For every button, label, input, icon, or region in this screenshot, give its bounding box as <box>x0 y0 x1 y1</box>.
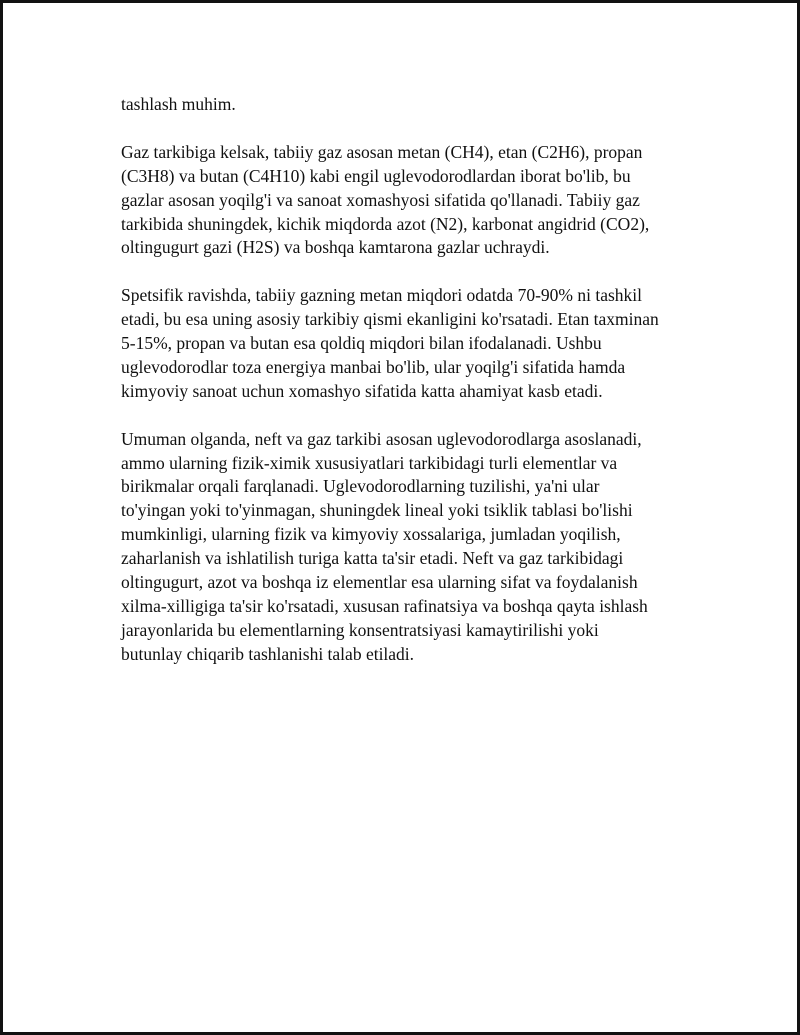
text-line: jarayonlarida bu elementlarning konsentratsiyasi kamaytirilishi yoki <box>121 619 599 640</box>
text-line: etadi, bu esa uning asosiy tarkibiy qismi ekanligini ko'rsatadi. Etan taxminan <box>121 309 659 330</box>
text-line: tashlash muhim. <box>121 94 236 114</box>
text-line: kimyoviy sanoat uchun xomashyo sifatida katta ahamiyat kasb etadi. <box>121 380 603 401</box>
text-line: xilma-xilligiga ta'sir ko'rsatadi, xususan rafinatsiya va boshqa qayta ishlash <box>121 595 648 616</box>
text-line: Spetsifik ravishda, tabiiy gazning metan miqdori odatda 70-90% ni tashkil <box>121 285 643 306</box>
paragraph-continuation <box>121 93 721 117</box>
text-line: birikmalar orqali farqlanadi. Uglevodorodlarning tuzilishi, ya'ni ular <box>121 476 600 497</box>
text-line: Umuman olganda, neft va gaz tarkibi asosan uglevodorodlarga asoslanadi, <box>121 428 642 449</box>
text-line: oltingugurt gazi (H2S) va boshqa kamtarona gazlar uchraydi. <box>121 237 550 258</box>
text-line: ammo ularning fizik-ximik xususiyatlari tarkibidagi turli elementlar va <box>121 452 618 473</box>
paragraph-gas-composition <box>121 141 721 261</box>
paragraph-methane-content <box>121 284 721 404</box>
text-line: tarkibida shuningdek, kichik miqdorda azot (N2), karbonat angidrid (CO2), <box>121 213 650 234</box>
text-line: butunlay chiqarib tashlanishi talab etiladi. <box>121 643 415 664</box>
text-line: gazlar asosan yoqilg'i va sanoat xomashyosi sifatida qo'llanadi. Tabiiy gaz <box>121 189 640 210</box>
text-line: oltingugurt, azot va boshqa iz elementlar esa ularning sifat va foydalanish <box>121 572 638 593</box>
text-line: uglevodorodlar toza energiya manbai bo'lib, ular yoqilg'i sifatida hamda <box>121 356 626 377</box>
paragraph-summary <box>121 428 721 667</box>
text-line: 5-15%, propan va butan esa qoldiq miqdori bilan ifodalanadi. Ushbu <box>121 333 602 354</box>
text-line: Gaz tarkibiga kelsak, tabiiy gaz asosan metan (CH4), etan (C2H6), propan <box>121 141 643 162</box>
document-body <box>121 93 721 691</box>
text-line: mumkinligi, ularning fizik va kimyoviy xossalariga, jumladan yoqilish, <box>121 524 621 545</box>
text-line: to'yingan yoki to'yinmagan, shuningdek lineal yoki tsiklik tablasi bo'lishi <box>121 500 633 521</box>
text-line: (C3H8) va butan (C4H10) kabi engil uglevodorodlardan iborat bo'lib, bu <box>121 165 631 186</box>
text-line: zaharlanish va ishlatilish turiga katta ta'sir etadi. Neft va gaz tarkibidagi <box>121 548 624 569</box>
